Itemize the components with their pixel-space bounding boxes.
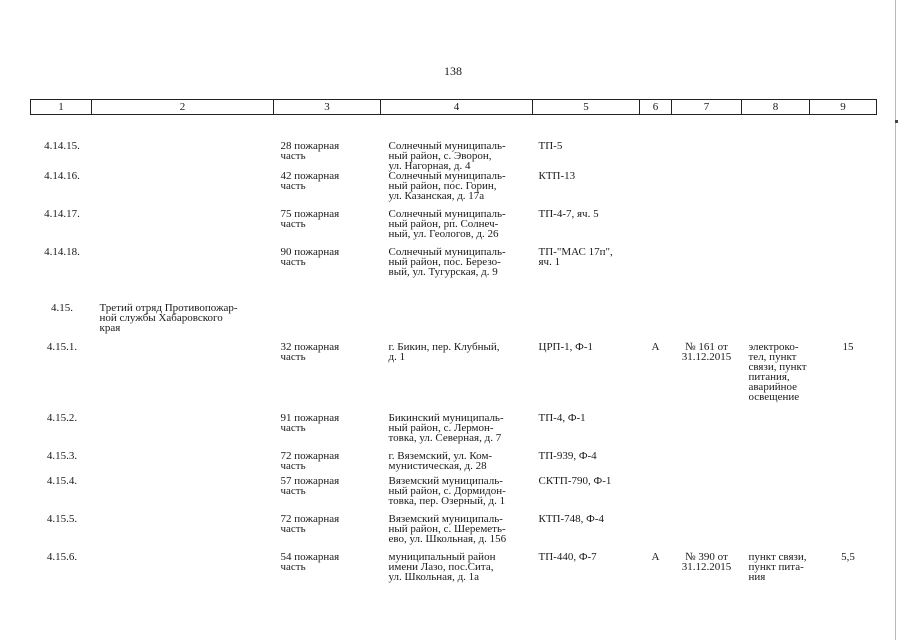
- cell-address: [381, 342, 533, 413]
- cell-text: г. Бикин, пер. Клубный, д. 1: [388, 341, 500, 363]
- cell-address: [381, 115, 533, 172]
- table-row: [31, 476, 877, 514]
- cell-unit: [274, 171, 381, 209]
- cell-text: 4.14.18.: [44, 246, 80, 258]
- cell-equipment: [742, 295, 810, 342]
- cell-unit-name: [92, 115, 274, 172]
- cell-row-number: [31, 247, 92, 295]
- cell-text: ТП-"МАС 17п", яч. 1: [538, 246, 613, 268]
- cell-act: [672, 115, 742, 172]
- cell-unit-name: [92, 342, 274, 413]
- cell-text: 5,5: [841, 551, 855, 563]
- cell-text: 4.15.1.: [46, 341, 78, 353]
- cell-row-number: [31, 209, 92, 247]
- cell-equipment: [742, 115, 810, 172]
- cell-act: [672, 247, 742, 295]
- cell-address: [381, 209, 533, 247]
- cell-power-source: [533, 115, 640, 172]
- cell-act: [672, 552, 742, 592]
- cell-text: 42 пожарная часть: [280, 170, 340, 192]
- cell-power: [810, 171, 877, 209]
- column-header: 8: [742, 100, 810, 115]
- cell-power: [810, 247, 877, 295]
- cell-text: Солнечный муниципаль- ный район, пос. Березо- вый, ул. Тугурская, д. 9: [388, 246, 506, 278]
- cell-power-source: [533, 209, 640, 247]
- cell-unit-name: [92, 451, 274, 476]
- cell-act: [672, 342, 742, 413]
- cell-power-source: [533, 514, 640, 552]
- cell-address: [381, 247, 533, 295]
- cell-text: пункт связи, пункт пита- ния: [748, 551, 807, 583]
- cell-unit-name: [92, 413, 274, 451]
- cell-unit: [274, 342, 381, 413]
- cell-text: Солнечный муниципаль- ный район, пос. Горин, ул. Казанская, д. 17а: [388, 170, 506, 202]
- cell-text: 32 пожарная часть: [280, 341, 340, 363]
- cell-equipment: [742, 413, 810, 451]
- cell-power: [810, 451, 877, 476]
- cell-text: 15: [842, 341, 854, 353]
- cell-power-source: [533, 342, 640, 413]
- cell-text: 4.15.2.: [46, 412, 78, 424]
- table-row: [31, 295, 877, 342]
- cell-power-source: [533, 451, 640, 476]
- cell-unit-name: [92, 247, 274, 295]
- cell-power-source: [533, 413, 640, 451]
- cell-power-source: [533, 552, 640, 592]
- cell-power: [810, 115, 877, 172]
- cell-row-number: [31, 171, 92, 209]
- cell-address: [381, 413, 533, 451]
- cell-text: 90 пожарная часть: [280, 246, 340, 268]
- cell-text: муниципальный район имени Лазо, пос.Сита, ул. Школьная, д. 1а: [388, 551, 496, 583]
- cell-category: [640, 476, 672, 514]
- cell-category: [640, 115, 672, 172]
- cell-text: 4.15.: [51, 302, 73, 314]
- cell-row-number: [31, 413, 92, 451]
- cell-text: ТП-440, Ф-7: [538, 551, 597, 563]
- cell-text: ЦРП-1, Ф-1: [538, 341, 594, 353]
- cell-unit-name: [92, 552, 274, 592]
- cell-power: [810, 514, 877, 552]
- cell-equipment: [742, 552, 810, 592]
- cell-text: ТП-4, Ф-1: [538, 412, 586, 424]
- cell-equipment: [742, 451, 810, 476]
- cell-act: [672, 514, 742, 552]
- cell-text: 4.15.3.: [46, 450, 78, 462]
- table-row: [31, 171, 877, 209]
- cell-category: [640, 342, 672, 413]
- cell-text: Солнечный муниципаль- ный район, рп. Солнеч- ный, ул. Геологов, д. 26: [388, 208, 506, 240]
- cell-address: [381, 295, 533, 342]
- cell-row-number: [31, 552, 92, 592]
- cell-unit: [274, 209, 381, 247]
- table-row: [31, 413, 877, 451]
- scan-edge: [895, 0, 896, 640]
- cell-text: КТП-748, Ф-4: [538, 513, 605, 525]
- cell-unit: [274, 514, 381, 552]
- cell-text: электроко- тел, пункт связи, пункт питания, аварийное освещение: [748, 341, 807, 403]
- column-header: 1: [31, 100, 92, 115]
- cell-text: 57 пожарная часть: [280, 475, 340, 497]
- cell-unit-name: [92, 476, 274, 514]
- cell-text: № 390 от 31.12.2015: [681, 551, 732, 573]
- cell-power-source: [533, 247, 640, 295]
- cell-text: А: [651, 341, 660, 353]
- cell-address: [381, 514, 533, 552]
- cell-text: 75 пожарная часть: [280, 208, 340, 230]
- cell-text: СКТП-790, Ф-1: [538, 475, 612, 487]
- cell-category: [640, 295, 672, 342]
- cell-unit-name: [92, 171, 274, 209]
- column-header: 4: [381, 100, 533, 115]
- column-header: 9: [810, 100, 877, 115]
- cell-text: Третий отряд Противопожар- ной службы Хабаровского края: [99, 302, 238, 334]
- cell-text: 4.14.16.: [44, 170, 80, 182]
- cell-text: 91 пожарная часть: [280, 412, 340, 434]
- cell-row-number: [31, 115, 92, 172]
- cell-text: 4.14.17.: [44, 208, 80, 220]
- cell-text: Бикинский муниципаль- ный район, с. Лермон- товка, ул. Северная, д. 7: [388, 412, 504, 444]
- cell-unit-name: [92, 514, 274, 552]
- cell-text: 72 пожарная часть: [280, 450, 340, 472]
- column-header: 2: [92, 100, 274, 115]
- table-row: [31, 209, 877, 247]
- cell-act: [672, 209, 742, 247]
- table-row: [31, 115, 877, 172]
- cell-category: [640, 552, 672, 592]
- cell-row-number: [31, 476, 92, 514]
- cell-text: № 161 от 31.12.2015: [681, 341, 732, 363]
- cell-unit: [274, 476, 381, 514]
- cell-power-source: [533, 171, 640, 209]
- cell-text: г. Вяземский, ул. Ком- мунистическая, д. 28: [388, 450, 493, 472]
- cell-text: 4.15.5.: [46, 513, 78, 525]
- table-row: [31, 247, 877, 295]
- cell-text: 4.14.15.: [44, 140, 80, 152]
- scan-mark: [895, 120, 898, 123]
- cell-power: [810, 342, 877, 413]
- cell-text: ТП-5: [538, 140, 563, 152]
- cell-power: [810, 295, 877, 342]
- cell-text: Солнечный муниципаль- ный район, с. Эворон, ул. Нагорная, д. 4: [388, 140, 506, 172]
- cell-unit: [274, 552, 381, 592]
- cell-unit: [274, 295, 381, 342]
- cell-power: [810, 413, 877, 451]
- cell-unit: [274, 115, 381, 172]
- cell-equipment: [742, 209, 810, 247]
- cell-act: [672, 171, 742, 209]
- cell-category: [640, 247, 672, 295]
- cell-address: [381, 552, 533, 592]
- cell-equipment: [742, 476, 810, 514]
- cell-power: [810, 476, 877, 514]
- cell-text: КТП-13: [538, 170, 576, 182]
- cell-text: 4.15.6.: [46, 551, 78, 563]
- cell-act: [672, 451, 742, 476]
- column-header: 5: [533, 100, 640, 115]
- cell-unit: [274, 413, 381, 451]
- cell-category: [640, 413, 672, 451]
- column-header: 7: [672, 100, 742, 115]
- cell-power: [810, 209, 877, 247]
- cell-row-number: [31, 295, 92, 342]
- cell-row-number: [31, 514, 92, 552]
- cell-text: Вяземский муниципаль- ный район, с. Дормидон- товка, пер. Озерный, д. 1: [388, 475, 506, 507]
- cell-text: А: [651, 551, 660, 563]
- cell-act: [672, 295, 742, 342]
- table-row: [31, 451, 877, 476]
- cell-power: [810, 552, 877, 592]
- table-row: [31, 342, 877, 413]
- cell-category: [640, 209, 672, 247]
- cell-power-source: [533, 295, 640, 342]
- cell-text: 54 пожарная часть: [280, 551, 340, 573]
- page-number: 138: [444, 64, 462, 78]
- table-row: [31, 552, 877, 592]
- data-table: [30, 99, 877, 592]
- cell-unit-name: [92, 295, 274, 342]
- cell-act: [672, 476, 742, 514]
- cell-unit: [274, 247, 381, 295]
- cell-equipment: [742, 171, 810, 209]
- column-number-row: [31, 100, 877, 115]
- cell-text: ТП-939, Ф-4: [538, 450, 597, 462]
- cell-category: [640, 451, 672, 476]
- column-header: 6: [640, 100, 672, 115]
- cell-address: [381, 476, 533, 514]
- cell-equipment: [742, 247, 810, 295]
- cell-row-number: [31, 342, 92, 413]
- cell-text: 4.15.4.: [46, 475, 78, 487]
- cell-unit: [274, 451, 381, 476]
- cell-text: ТП-4-7, яч. 5: [538, 208, 599, 220]
- cell-category: [640, 514, 672, 552]
- cell-equipment: [742, 342, 810, 413]
- cell-unit-name: [92, 209, 274, 247]
- cell-address: [381, 451, 533, 476]
- cell-text: Вяземский муниципаль- ный район, с. Шереметь- ево, ул. Школьная, д. 156: [388, 513, 507, 545]
- cell-category: [640, 171, 672, 209]
- cell-text: 72 пожарная часть: [280, 513, 340, 535]
- cell-text: 28 пожарная часть: [280, 140, 340, 162]
- cell-equipment: [742, 514, 810, 552]
- table-row: [31, 514, 877, 552]
- cell-row-number: [31, 451, 92, 476]
- cell-power-source: [533, 476, 640, 514]
- cell-address: [381, 171, 533, 209]
- column-header: 3: [274, 100, 381, 115]
- cell-act: [672, 413, 742, 451]
